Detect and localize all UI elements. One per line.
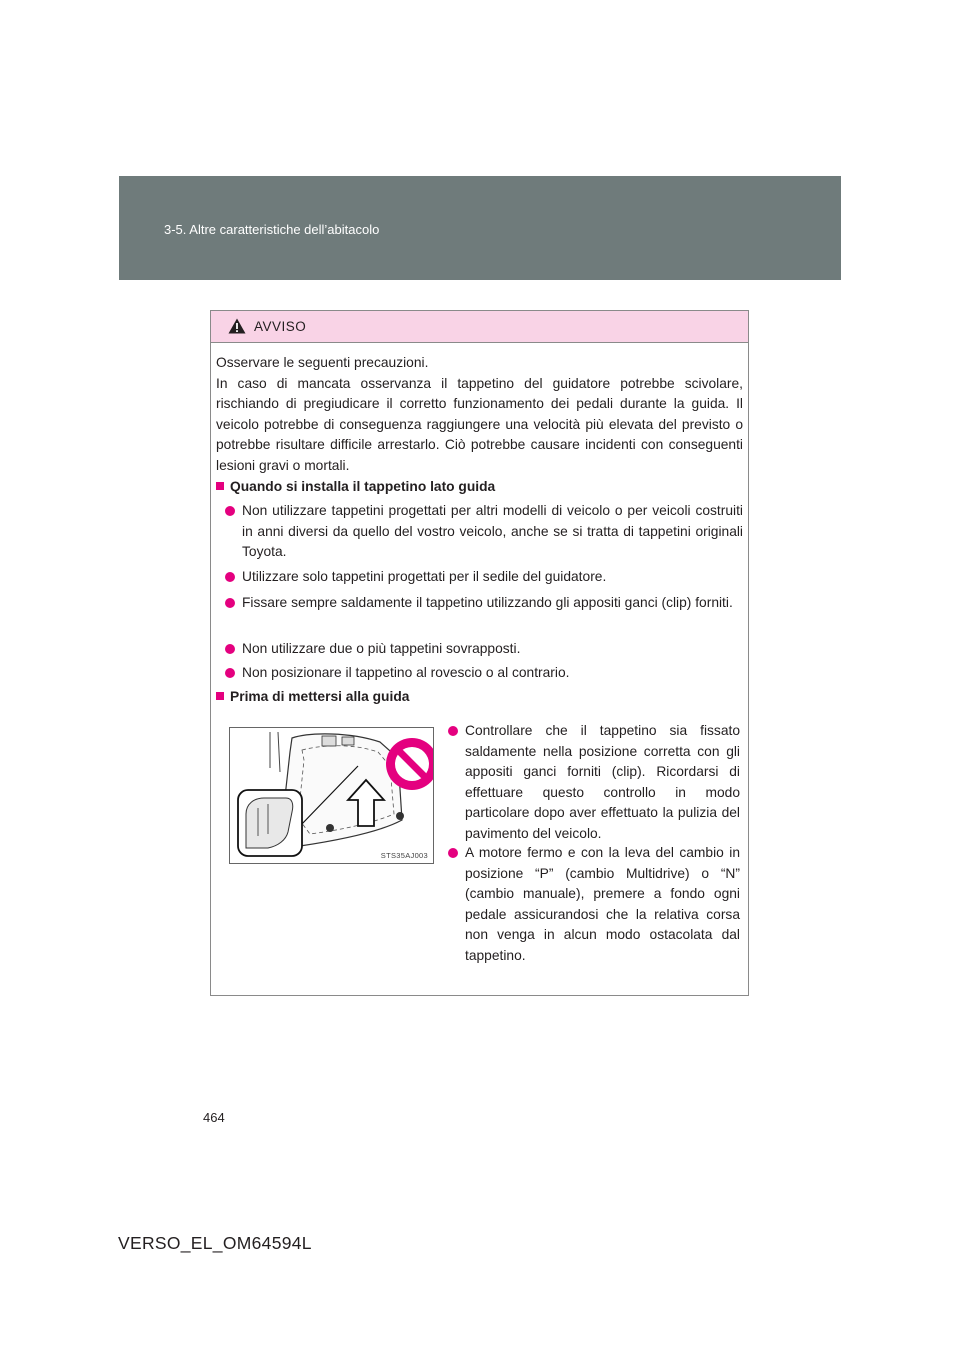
list-item: Controllare che il tappetino sia fissato saldamente nella posizione corretta con gli appositi ganci forniti (clip). Ricordarsi di effettuare questo controllo in modo particolare dopo aver effettuato la pulizia del pavimento del veicolo. [465,721,740,844]
bullet-dot-icon [225,572,235,582]
warning-header [211,311,748,343]
section-title: 3-5. Altre caratteristiche dell’abitacolo [164,222,380,237]
floor-mat-drawing [230,728,433,863]
illustration-code: STS35AJ003 [380,851,428,860]
bullet-dot-icon [225,506,235,516]
section-heading-install: Quando si installa il tappetino lato guida [216,479,495,494]
list-item: Non utilizzare due o più tappetini sovrapposti. [242,639,743,660]
intro-line-2: In caso di mancata osservanza il tappetino del guidatore potrebbe scivolare, rischiando di pregiudicare il corretto funzionamento dei pedali durante la guida. Il veicolo potrebbe di conseguenza raggiungere una velocità più elevata del previsto o potrebbe risultare difficile arrestarlo. Ciò potrebbe causare incidenti con conseguenti lesioni gravi o mortali. [216,375,743,473]
bullet-dot-icon [448,726,458,736]
bullet-dot-icon [225,644,235,654]
page-number: 464 [203,1110,225,1125]
warning-triangle-icon [228,318,246,334]
warning-title: AVVISO [254,319,307,334]
section-heading-before-driving: Prima di mettersi alla guida [216,689,409,704]
list-item: A motore fermo e con la leva del cambio in posizione “P” (cambio Multidrive) o “N” (cambio manuale), premere a fondo ogni pedale assicurandosi che la relativa corsa non venga in alcun modo ostacolata dal tappetino. [465,843,740,966]
square-bullet-icon [216,692,224,700]
bullet-dot-icon [448,848,458,858]
list-item: Fissare sempre saldamente il tappetino utilizzando gli appositi ganci (clip) forniti. [242,593,743,614]
document-code: VERSO_EL_OM64594L [118,1233,312,1253]
bullet-dot-icon [225,668,235,678]
section-header-band [119,176,841,280]
bullet-dot-icon [225,598,235,608]
list-item: Non utilizzare tappetini progettati per altri modelli di veicolo o per veicoli costruiti in anni diversi da quello del vostro veicolo, anche se si tratta di tappetini originali Toyota. [242,501,743,563]
intro-line-1: Osservare le seguenti precauzioni. [216,355,429,370]
list-item: Non posizionare il tappetino al rovescio o al contrario. [242,663,743,684]
list-item: Utilizzare solo tappetini progettati per il sedile del guidatore. [242,567,743,588]
square-bullet-icon [216,482,224,490]
warning-box [210,310,749,996]
floor-mat-illustration [229,727,434,864]
warning-intro [216,353,743,476]
